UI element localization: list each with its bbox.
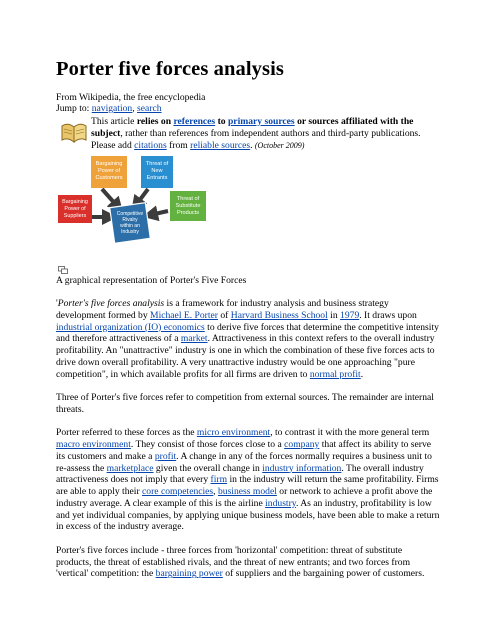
text: . The overall industry attractiveness does not imply that every: [56, 462, 424, 486]
enlarge-icon[interactable]: [58, 266, 68, 274]
text: Porter referred to these forces as the: [56, 427, 197, 439]
notice-text: from: [166, 139, 191, 151]
market-link[interactable]: market: [180, 333, 208, 345]
label-entrants-3: Entrants: [146, 175, 168, 181]
label-rivalry-4: Industry: [121, 229, 139, 235]
text: . A change in any of the forces normally requires a business unit to re-assess the: [56, 450, 432, 474]
lead-term: Porter's five forces analysis: [57, 298, 165, 309]
text: , to contrast it with the more general term: [270, 427, 430, 439]
profit-link[interactable]: profit: [154, 450, 177, 462]
text: in the industry will return the same profitability. Firms are able to apply their: [56, 474, 439, 497]
primary-sources-link[interactable]: primary sources: [227, 116, 295, 127]
book-icon: [60, 118, 88, 144]
label-customers-3: Customers: [95, 175, 123, 181]
label-substitutes-1: Threat of: [176, 196, 200, 202]
core-competencies-link[interactable]: core competencies: [142, 486, 214, 497]
navigation-link[interactable]: navigation: [91, 103, 133, 114]
micro-environment-link[interactable]: micro environment: [196, 427, 271, 439]
year-1979-link[interactable]: 1979: [340, 309, 360, 321]
notice-bold: relies on: [136, 116, 174, 127]
text: or network to achieve a profit above the industry average. A clear example of this is the airline: [56, 486, 433, 509]
label-rivalry-1: Competitive: [116, 211, 144, 217]
label-rivalry-3: within an: [120, 223, 140, 229]
text: ': [56, 298, 58, 309]
text: is a framework for industry analysis and business strategy development formed by: [56, 298, 389, 321]
paragraph-4: [56, 545, 440, 580]
text: in: [327, 309, 341, 321]
label-customers-2: Power of: [97, 168, 121, 174]
text: that affect its ability to serve its customers and make a: [56, 439, 432, 462]
text: . As an industry, profitability is low and yet individual companies, by applying unique business models, have been able to make a return in excess of the industry average.: [56, 497, 440, 533]
label-suppliers-2: Power of: [64, 206, 86, 212]
harvard-link[interactable]: Harvard Business School: [230, 309, 328, 321]
normal-profit-link[interactable]: normal profit: [309, 368, 361, 380]
bargaining-power-link[interactable]: bargaining power: [155, 568, 223, 580]
macro-environment-link[interactable]: macro environment: [56, 439, 131, 450]
text: . Attractiveness in this context refers to the overall industry profitability. An "unattractive" industry is one in which the combination of these five forces acts to drive down overall profitability. A very unattractive industry would be one approaching "pure competition", in which available profits for all firms are driven to: [56, 333, 435, 380]
article-body: [56, 298, 440, 592]
notice-text: This article: [91, 116, 137, 127]
marketplace-link[interactable]: marketplace: [106, 462, 154, 474]
arrow-customers: [102, 189, 118, 207]
michael-porter-link[interactable]: Michael E. Porter: [150, 309, 218, 321]
text: of: [217, 309, 231, 321]
label-substitutes-2: Substitute: [175, 203, 201, 209]
paragraph-2: Three of Porter's five forces refer to competition from external sources. The remainder are internal threats.: [56, 392, 434, 415]
five-forces-diagram: [56, 153, 216, 257]
notice-date: (October 2009): [254, 140, 305, 150]
text: . They consist of those forces close to a: [130, 439, 285, 450]
text: given the overall change in: [153, 462, 263, 474]
label-customers-1: Bargaining: [95, 161, 123, 167]
text: of suppliers and the bargaining power of customers.: [222, 568, 425, 580]
sources-notice: [91, 116, 441, 151]
paragraph-1: [56, 298, 440, 380]
notice-text: .: [250, 139, 255, 151]
text: .: [360, 368, 364, 380]
jump-separator: ,: [132, 103, 138, 114]
from-line: From Wikipedia, the free encyclopedia: [56, 92, 206, 103]
label-entrants-1: Threat of: [145, 161, 169, 167]
label-rivalry-2: Rivalry: [122, 217, 138, 223]
jump-to-bar: [56, 103, 162, 115]
label-substitutes-3: Products: [176, 210, 200, 216]
references-link[interactable]: references: [173, 116, 216, 127]
text: . It draws upon: [359, 309, 417, 321]
label-suppliers-3: Suppliers: [63, 213, 87, 219]
citations-link[interactable]: citations: [134, 139, 167, 151]
text: to derive five forces that determine the competitive intensity and therefore attractiveness of a: [56, 321, 439, 345]
notice-text: , rather than references from independent authors and third-party publications. Please add: [91, 127, 421, 151]
arrow-substitutes: [150, 211, 168, 215]
io-economics-link[interactable]: industrial organization (IO) economics: [56, 321, 205, 333]
label-suppliers-1: Bargaining: [62, 199, 88, 205]
search-link[interactable]: search: [137, 103, 162, 114]
reliable-sources-link[interactable]: reliable sources: [190, 139, 251, 151]
page-title: Porter five forces analysis: [56, 58, 284, 80]
notice-bold: to: [215, 116, 228, 127]
figure-caption: A graphical representation of Porter's Five Forces: [56, 275, 247, 286]
paragraph-3: [56, 427, 440, 533]
notice-bold: or sources affiliated with the subject: [91, 116, 414, 139]
label-entrants-2: New: [151, 168, 163, 174]
text: Porter's five forces include - three forces from 'horizontal' competition: threat of substitute products, the threat of established rivals, and the threat of new entrants; and two forces from 'vertical' competition: the: [56, 544, 411, 580]
company-link[interactable]: company: [284, 439, 320, 450]
jump-prefix: Jump to:: [56, 103, 92, 114]
industry-information-link[interactable]: industry information: [262, 462, 342, 474]
firm-link[interactable]: firm: [210, 474, 228, 486]
business-model-link[interactable]: business model: [217, 486, 277, 497]
text: ,: [213, 486, 218, 497]
industry-link[interactable]: industry: [265, 497, 296, 509]
